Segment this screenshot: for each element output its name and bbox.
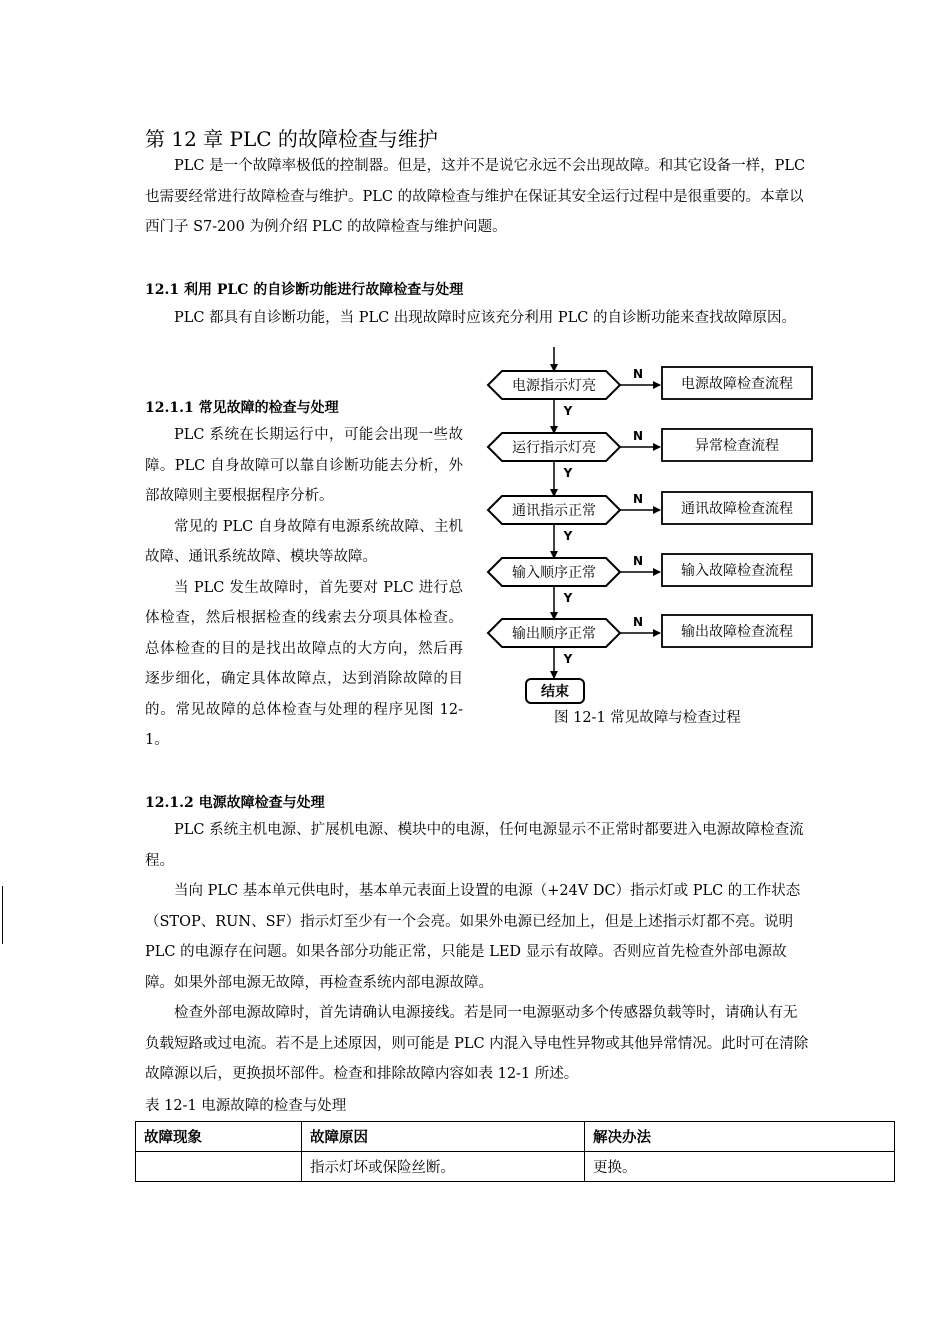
decision-label: 输出顺序正常	[512, 626, 596, 642]
chapter-title: 第 12 章 PLC 的故障检查与维护	[145, 127, 438, 151]
margin-mark	[2, 886, 3, 944]
table-header-cell: 解决办法	[585, 1122, 895, 1152]
section-12-1-1-paragraph: 常见的 PLC 自身故障有电源系统故障、主机故障、通讯系统故障、模块等故障。	[145, 518, 463, 565]
table-header-row	[136, 1122, 895, 1152]
flowchart-caption: 图 12-1 常见故障与检查过程	[554, 710, 741, 726]
section-12-1-paragraph: PLC 都具有自诊断功能，当 PLC 出现故障时应该充分利用 PLC 的自诊断功能来查找故障原因。	[174, 310, 796, 326]
table-row	[136, 1152, 895, 1182]
yes-label: Y	[563, 404, 573, 418]
no-label: N	[632, 554, 644, 568]
table-header-cell: 故障原因	[302, 1122, 585, 1152]
section-12-1-1-body	[145, 420, 463, 756]
section-12-1-heading: 12.1 利用 PLC 的自诊断功能进行故障检查与处理	[145, 282, 464, 298]
yes-label: Y	[563, 529, 573, 543]
section-12-1-2-paragraph: 检查外部电源故障时，首先请确认电源接线。若是同一电源驱动多个传感器负载等时，请确认有无负载短路或过电流。若不是上述原因，则可能是 PLC 内混入导电性异物或其他异常情况。此时可在清除故障源以后，更换损坏部件。检查和排除故障内容如表 12-1 所述。	[145, 1005, 809, 1082]
table-cell: 指示灯坏或保险丝断。	[302, 1152, 585, 1182]
no-label: N	[632, 492, 644, 506]
table-header-cell: 故障现象	[136, 1122, 302, 1152]
no-label: N	[632, 615, 644, 629]
intro-paragraph: PLC 是一个故障率极低的控制器。但是，这并不是说它永远不会出现故障。和其它设备一样，PLC 也需要经常进行故障检查与维护。PLC 的故障检查与维护在保证其安全运行过程中是很重要的。本章以西门子 S7-200 为例介绍 PLC 的故障检查与维护问题。	[145, 158, 806, 235]
decision-label: 通讯指示正常	[512, 503, 596, 519]
table-caption: 表 12-1 电源故障的检查与处理	[145, 1098, 347, 1114]
decision-label: 电源指示灯亮	[512, 378, 596, 394]
yes-label: Y	[563, 652, 573, 666]
yes-label: Y	[563, 466, 573, 480]
no-label: N	[632, 429, 644, 443]
section-12-1-2-paragraph: 当向 PLC 基本单元供电时，基本单元表面上设置的电源（+24V DC）指示灯或 PLC 的工作状态（STOP、RUN、SF）指示灯至少有一个会亮。如果外电源已经加上，但是上述指示灯都不亮。说明 PLC 的电源存在问题。如果各部分功能正常，只能是 LED 显示有故障。否则应首先检查外部电源故障。如果外部电源无故障，再检查系统内部电源故障。	[145, 883, 801, 991]
fault-table	[135, 1121, 895, 1182]
action-label: 电源故障检查流程	[681, 376, 793, 392]
action-label: 输出故障检查流程	[681, 624, 793, 640]
section-12-1-2-body	[145, 815, 810, 1090]
no-label: N	[632, 367, 644, 381]
action-label: 通讯故障检查流程	[681, 501, 793, 517]
decision-label: 输入顺序正常	[512, 565, 596, 581]
action-label: 输入故障检查流程	[681, 563, 793, 579]
decision-label: 运行指示灯亮	[512, 440, 596, 456]
table-cell	[136, 1152, 302, 1182]
end-label: 结束	[541, 684, 569, 700]
section-12-1-1-heading: 12.1.1 常见故障的检查与处理	[145, 400, 339, 416]
section-12-1-1-paragraph: 当 PLC 发生故障时，首先要对 PLC 进行总体检查，然后根据检查的线索去分项具体检查。总体检查的目的是找出故障点的大方向，然后再逐步细化，确定具体故障点，达到消除故障的目的。常见故障的总体检查与处理的程序见图 12-1。	[145, 579, 463, 748]
yes-label: Y	[563, 591, 573, 605]
table-cell: 更换。	[585, 1152, 895, 1182]
section-12-1-2-paragraph: PLC 系统主机电源、扩展机电源、模块中的电源，任何电源显示不正常时都要进入电源故障检查流程。	[145, 822, 804, 869]
section-12-1-1-paragraph: PLC 系统在长期运行中，可能会出现一些故障。PLC 自身故障可以靠自诊断功能去分析，外部故障则主要根据程序分析。	[145, 427, 463, 504]
section-12-1-2-heading: 12.1.2 电源故障检查与处理	[145, 795, 325, 811]
flowchart-diagram	[478, 345, 838, 707]
action-label: 异常检查流程	[695, 438, 779, 454]
